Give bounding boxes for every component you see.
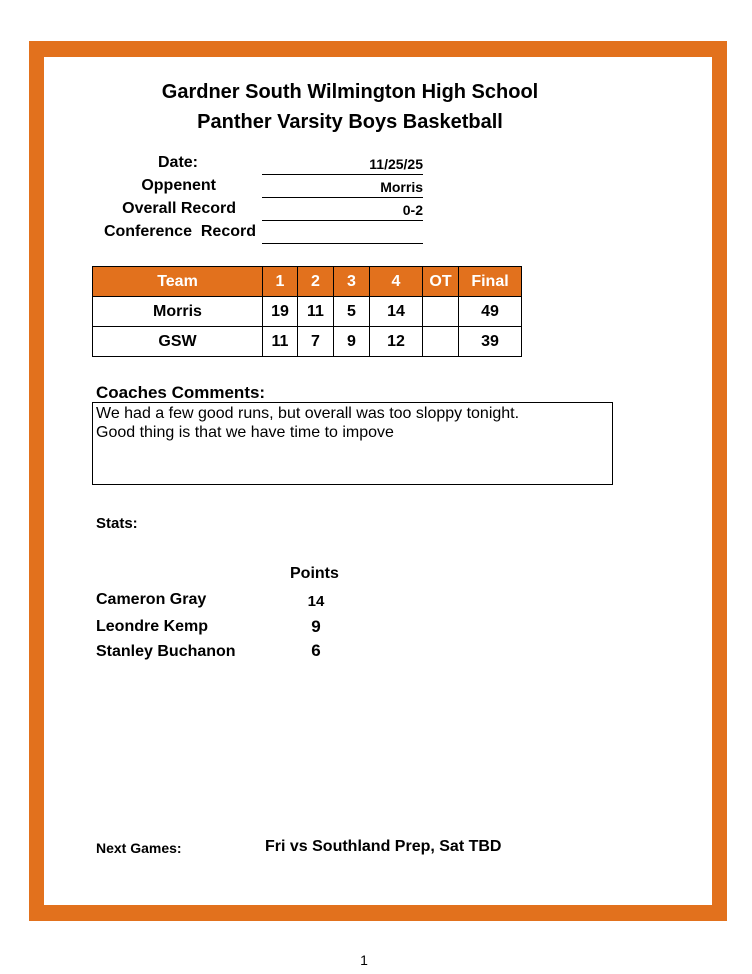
- header-q2: 2: [298, 267, 334, 297]
- scoreboard-header-row: [93, 267, 522, 297]
- next-games-label: Next Games:: [96, 840, 182, 856]
- header-q1: 1: [263, 267, 298, 297]
- next-games-value: Fri vs Southland Prep, Sat TBD: [265, 838, 502, 855]
- cell-q3: 5: [334, 297, 370, 327]
- opponent-value: Morris: [262, 176, 423, 198]
- header-q3: 3: [334, 267, 370, 297]
- header-q4: 4: [370, 267, 423, 297]
- table-row: [93, 297, 522, 327]
- conference-record-label: Conference Record: [103, 223, 256, 240]
- comment-line: We had a few good runs, but overall was too sloppy tonight.: [96, 405, 520, 422]
- player-name: Leondre Kemp: [96, 618, 209, 635]
- player-points: 14: [307, 593, 325, 610]
- team-title: Panther Varsity Boys Basketball: [197, 111, 503, 133]
- cell-q1: 19: [263, 297, 298, 327]
- cell-team: Morris: [93, 297, 263, 327]
- page-number: 1: [360, 952, 368, 968]
- comment-line: Good thing is that we have time to impove: [96, 424, 394, 441]
- header-final: Final: [459, 267, 522, 297]
- opponent-label: Oppenent: [141, 177, 216, 194]
- cell-q4: 14: [370, 297, 423, 327]
- cell-final: 49: [459, 297, 522, 327]
- player-points: 6: [311, 641, 321, 660]
- cell-q2: 7: [298, 327, 334, 357]
- cell-ot: [423, 327, 459, 357]
- overall-record-label: Overall Record: [122, 200, 236, 217]
- scoreboard-table: [92, 266, 522, 357]
- school-title: Gardner South Wilmington High School: [161, 81, 539, 103]
- cell-team: GSW: [93, 327, 263, 357]
- cell-final: 39: [459, 327, 522, 357]
- header-team: Team: [93, 267, 263, 297]
- table-row: [93, 327, 522, 357]
- cell-ot: [423, 297, 459, 327]
- conference-record-value: [262, 222, 423, 244]
- player-name: Cameron Gray: [96, 591, 207, 608]
- cell-q3: 9: [334, 327, 370, 357]
- player-points: 9: [311, 617, 321, 636]
- player-name: Stanley Buchanon: [96, 643, 236, 660]
- stats-heading: Stats:: [96, 515, 138, 532]
- date-value: 11/25/25: [262, 153, 423, 175]
- overall-record-value: 0-2: [262, 199, 423, 221]
- comments-box: [92, 402, 613, 485]
- date-label: Date:: [157, 154, 198, 171]
- points-column-header: Points: [290, 565, 339, 582]
- cell-q2: 11: [298, 297, 334, 327]
- header-ot: OT: [423, 267, 459, 297]
- cell-q4: 12: [370, 327, 423, 357]
- cell-q1: 11: [263, 327, 298, 357]
- comments-heading: Coaches Comments:: [96, 383, 266, 402]
